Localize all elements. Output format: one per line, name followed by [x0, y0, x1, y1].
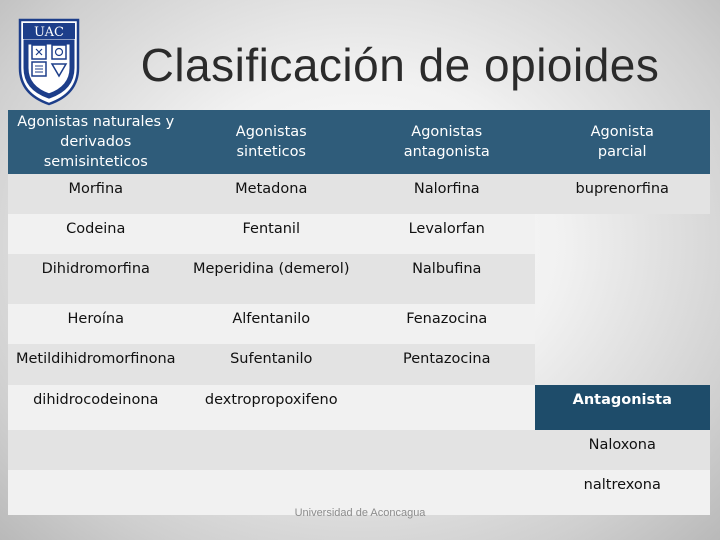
header-natural-agonists: Agonistas naturales y derivados semisinteticos — [8, 110, 184, 174]
table-cell — [359, 430, 535, 470]
table-cell: Dihidromorfina — [8, 254, 184, 304]
table-cell: dextropropoxifeno — [184, 385, 360, 430]
table-cell: Levalorfan — [359, 214, 535, 254]
opioid-classification-table — [8, 110, 710, 515]
table-cell: Metildihidromorfinona — [8, 344, 184, 385]
table-header-row — [8, 110, 710, 174]
table-cell: Nalorfina — [359, 174, 535, 214]
table-cell: Morfina — [8, 174, 184, 214]
header-synthetic-agonists: Agonistas sinteticos — [184, 110, 360, 174]
table-cell: Alfentanilo — [184, 304, 360, 344]
table-cell: Fentanil — [184, 214, 360, 254]
table-cell: Fenazocina — [359, 304, 535, 344]
table-cell: buprenorfina — [535, 174, 711, 214]
table-row — [8, 254, 710, 304]
table-cell: Sufentanilo — [184, 344, 360, 385]
table-cell: Pentazocina — [359, 344, 535, 385]
table-cell: dihidrocodeinona — [8, 385, 184, 430]
table-cell — [535, 214, 711, 254]
table-cell: Metadona — [184, 174, 360, 214]
table-cell: Codeina — [8, 214, 184, 254]
table-cell — [8, 430, 184, 470]
antagonist-header-cell: Antagonista — [535, 385, 711, 430]
table-row — [8, 304, 710, 344]
table-cell: naltrexona — [535, 470, 711, 515]
footer-institution: Universidad de Aconcagua — [294, 507, 426, 519]
university-crest-logo — [14, 16, 84, 106]
table-cell: Heroína — [8, 304, 184, 344]
table-row — [8, 174, 710, 214]
header-partial-agonist: Agonista parcial — [535, 110, 711, 174]
table-row — [8, 344, 710, 385]
table-row — [8, 214, 710, 254]
table-cell — [535, 344, 711, 385]
header-agonist-antagonist: Agonistas antagonista — [359, 110, 535, 174]
table-row — [8, 385, 710, 430]
table-cell — [535, 254, 711, 304]
table-cell: Meperidina (demerol) — [184, 254, 360, 304]
logo-text: UAC — [34, 25, 64, 40]
table-cell — [535, 304, 711, 344]
table-cell: Nalbufina — [359, 254, 535, 304]
table-row — [8, 430, 710, 470]
table-cell — [359, 385, 535, 430]
table-cell: Naloxona — [535, 430, 711, 470]
table-cell — [184, 430, 360, 470]
page-title: Clasificación de opioides — [140, 39, 660, 91]
